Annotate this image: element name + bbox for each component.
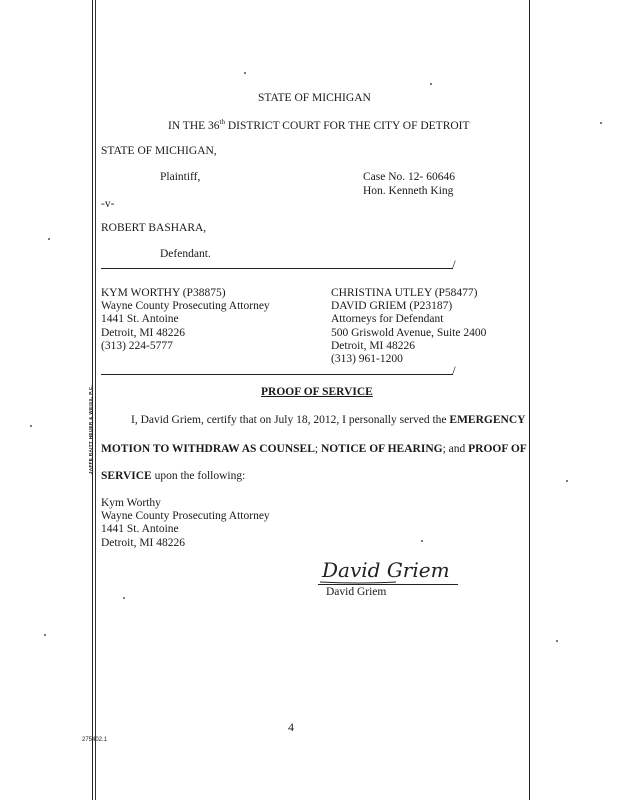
counsel-left-line: (313) 224-5777 <box>101 339 173 352</box>
caption-slash-2: / <box>452 363 456 378</box>
proof-paragraph-line-1: I, David Griem, certify that on July 18, 2012, I personally served the EMERGENCY <box>131 414 526 426</box>
counsel-right-line: 500 Griswold Avenue, Suite 2400 <box>331 326 487 339</box>
signature-rule <box>318 584 458 585</box>
firm-name-margin: JAFFE RAITT HEUER & WEISS, P.C. <box>88 385 93 475</box>
header-state: STATE OF MICHIGAN <box>258 92 371 104</box>
judge-name: Hon. Kenneth King <box>363 185 454 197</box>
caption-rule-2 <box>101 374 453 375</box>
page-number: 4 <box>288 720 294 734</box>
scan-speck <box>421 540 423 542</box>
counsel-right-line: DAVID GRIEM (P23187) <box>331 300 453 313</box>
counsel-right-line: Attorneys for Defendant <box>331 313 444 326</box>
recipient-line: Wayne County Prosecuting Attorney <box>101 510 270 523</box>
court-ordinal: th <box>219 118 225 126</box>
scan-speck <box>123 597 125 599</box>
counsel-right-line: Detroit, MI 48226 <box>331 339 416 352</box>
defendant-role: Defendant. <box>160 248 211 260</box>
left-margin-rule-inner <box>95 0 96 800</box>
right-margin-rule <box>529 0 530 800</box>
counsel-left-line: Wayne County Prosecuting Attorney <box>101 300 270 313</box>
scan-speck <box>430 83 432 85</box>
case-number: Case No. 12- 60646 <box>363 171 455 183</box>
scan-speck <box>600 122 602 124</box>
recipient-line: 1441 St. Antoine <box>101 523 179 536</box>
scan-speck <box>44 634 46 636</box>
counsel-right-line: (313) 961-1200 <box>331 353 403 366</box>
counsel-right <box>331 287 486 366</box>
counsel-left-line: KYM WORTHY (P38875) <box>101 287 226 299</box>
scan-speck <box>556 640 558 642</box>
scan-speck <box>30 425 32 427</box>
signature-scribble <box>318 556 468 586</box>
recipient-line: Detroit, MI 48226 <box>101 536 186 549</box>
counsel-left-line: 1441 St. Antoine <box>101 313 179 326</box>
proof-title: PROOF OF SERVICE <box>261 386 373 398</box>
court-name: IN THE 36th DISTRICT COURT FOR THE CITY OF DETROIT <box>168 118 470 132</box>
scan-speck <box>48 238 50 240</box>
counsel-left <box>101 287 270 353</box>
plaintiff-name: STATE OF MICHIGAN, <box>101 145 217 157</box>
scan-speck <box>244 72 246 74</box>
plaintiff-role: Plaintiff, <box>160 171 201 183</box>
proof-paragraph-line-2: MOTION TO WITHDRAW AS COUNSEL; NOTICE OF HEARING; and PROOF OF <box>101 443 527 455</box>
signature-script: David Griem <box>322 558 450 582</box>
document-number: 275402.1 <box>82 737 108 743</box>
caption-rule-1 <box>101 268 453 269</box>
versus: -v- <box>101 198 115 210</box>
recipient-address <box>101 497 270 550</box>
counsel-right-line: CHRISTINA UTLEY (P58477) <box>331 287 478 299</box>
caption-slash-1: / <box>452 257 456 272</box>
scan-speck <box>566 480 568 482</box>
counsel-left-line: Detroit, MI 48226 <box>101 326 186 339</box>
defendant-name: ROBERT BASHARA, <box>101 222 207 234</box>
signer-name: David Griem <box>326 586 387 598</box>
proof-paragraph-line-3: SERVICE upon the following: <box>101 470 246 482</box>
recipient-line: Kym Worthy <box>101 497 161 509</box>
